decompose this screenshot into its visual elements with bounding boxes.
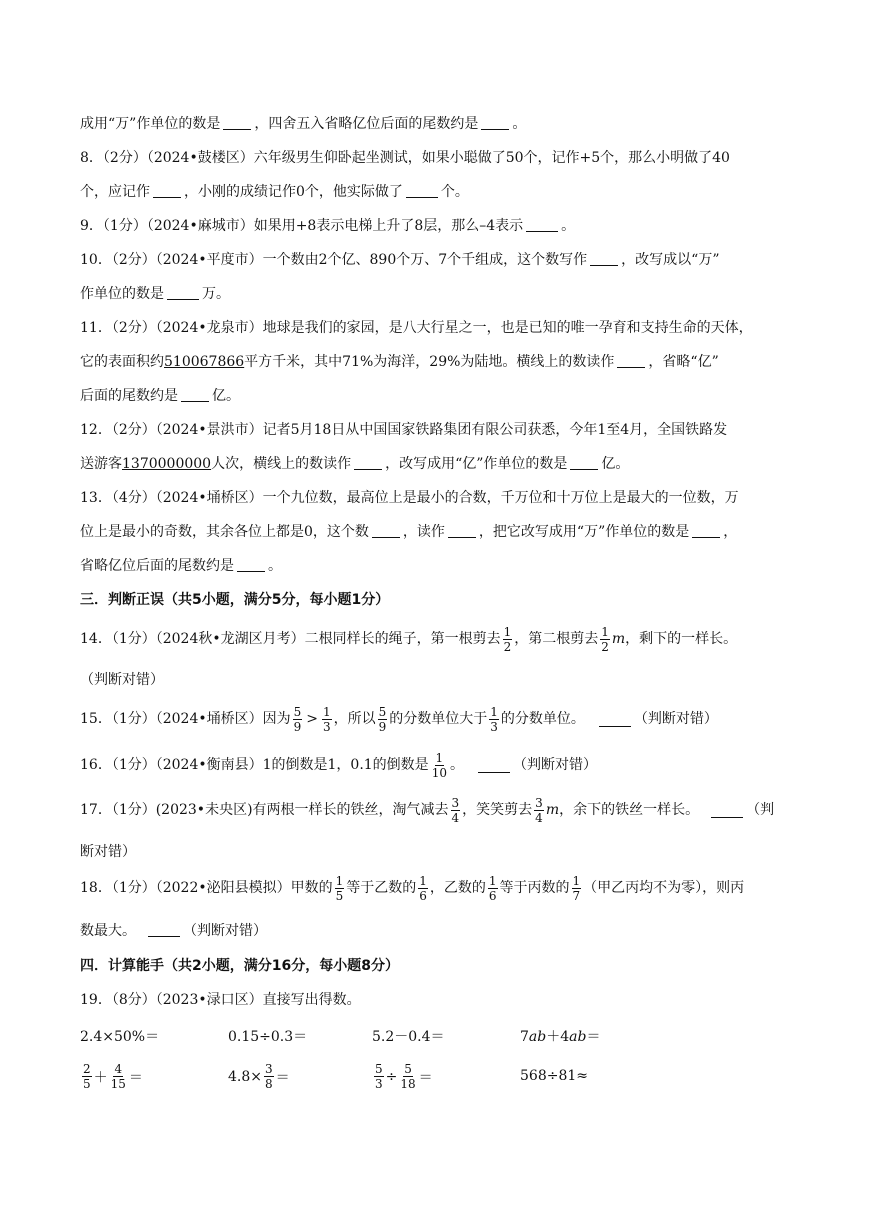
question-18-line1 <box>80 873 744 903</box>
calc-item <box>80 1062 143 1091</box>
denominator: 15 <box>110 1077 126 1091</box>
text: （判断对错） <box>80 672 164 688</box>
text: ， <box>723 524 738 540</box>
denominator: 3 <box>490 719 498 734</box>
text: 12．（2分）（2024•景洪市）记者5月18日从中国国家铁路集团有限公司获悉，今年1至4月，全国铁路发 <box>80 422 728 438</box>
text: 送游客 <box>80 456 122 472</box>
answer-blank[interactable] <box>223 115 251 130</box>
denominator: 7 <box>572 888 581 903</box>
numerator: 1 <box>503 624 512 639</box>
denominator: 6 <box>488 888 497 903</box>
operator: ＋ <box>93 1069 108 1086</box>
question-14-line1 <box>80 624 737 654</box>
denominator: 4 <box>451 810 460 825</box>
numerator: 5 <box>404 1062 412 1076</box>
answer-blank[interactable] <box>481 115 509 130</box>
text: 。 <box>561 218 576 234</box>
numerator: 4 <box>114 1062 123 1076</box>
question-10-line2 <box>80 284 230 304</box>
text: （判断对错） <box>183 923 267 939</box>
answer-blank[interactable] <box>354 455 382 470</box>
answer-blank[interactable] <box>448 523 476 538</box>
text: 14．（1分）（2024秋•龙湖区月考）二根同样长的绳子，第一根剪去 <box>80 631 501 647</box>
text: （甲乙丙均不为零），则丙 <box>583 880 745 896</box>
text: 。 <box>512 116 527 132</box>
numerator: 3 <box>265 1062 273 1076</box>
question-8-line2 <box>80 182 469 202</box>
equals: ＝ <box>275 1069 290 1086</box>
section-3-heading: 三．判断正误（共5小题，满分5分，每小题1分） <box>80 592 390 608</box>
text: 平方千米，其中71%为海洋，29%为陆地。横线上的数读作 <box>244 354 615 370</box>
text: ，第二根剪去 <box>514 631 599 647</box>
numerator: 1 <box>419 873 427 888</box>
calc-item <box>372 1026 445 1046</box>
question-15 <box>80 704 718 734</box>
fraction <box>399 1062 416 1091</box>
answer-blank[interactable] <box>181 387 209 402</box>
question-11-line1 <box>80 318 753 338</box>
fraction <box>600 625 610 654</box>
fraction <box>451 796 461 825</box>
text: 断对错） <box>80 844 136 860</box>
text: 人次，横线上的数读作 <box>211 456 352 472</box>
text: 数最大。 <box>80 923 136 939</box>
numerator: 3 <box>451 795 460 810</box>
text: 个。 <box>440 184 469 200</box>
question-12-line2 <box>80 454 629 474</box>
unit-m: m <box>545 802 560 818</box>
text: ，把它改写成用“万”作单位的数是 <box>478 524 690 540</box>
denominator: 6 <box>419 888 427 903</box>
denominator: 9 <box>293 719 302 734</box>
denominator: 3 <box>322 719 331 734</box>
calc-item <box>520 1026 600 1046</box>
expression: 568÷81≈ <box>520 1068 588 1084</box>
question-10-line1 <box>80 250 719 270</box>
question-9 <box>80 216 575 236</box>
denominator: 3 <box>375 1077 383 1091</box>
fraction <box>335 874 345 903</box>
fraction <box>431 751 448 780</box>
denominator: 2 <box>503 639 512 654</box>
text: ，四舍五入省略亿位后面的尾数约是 <box>254 116 479 132</box>
denominator: 18 <box>400 1077 416 1091</box>
denominator: 10 <box>431 765 447 780</box>
expression-part: 4.8× <box>228 1068 262 1085</box>
numerator: 1 <box>435 750 444 765</box>
fraction <box>378 705 388 734</box>
numerator: 5 <box>378 704 387 719</box>
numerator: 1 <box>490 704 498 719</box>
text: 的分数单位。 <box>500 711 585 727</box>
numerator: 2 <box>83 1062 91 1076</box>
calc-item <box>80 1026 159 1046</box>
denominator: 4 <box>535 810 543 825</box>
text: 15．（1分）（2024•埇桥区）因为 <box>80 711 291 727</box>
equals: ＝ <box>128 1069 143 1086</box>
expression: 2.4×50%＝ <box>80 1029 160 1045</box>
text: 成用“万”作单位的数是 <box>80 116 221 132</box>
text: ，读作 <box>402 524 445 540</box>
calc-item <box>228 1026 307 1046</box>
numerator: 5 <box>375 1062 383 1076</box>
fraction <box>488 874 498 903</box>
operator: ÷ <box>385 1068 398 1085</box>
greater-than-sign: > <box>306 711 318 727</box>
question-17-line2 <box>80 842 136 862</box>
text: 。 <box>268 558 282 574</box>
text: 亿。 <box>601 456 630 472</box>
unit-m: m <box>611 631 626 647</box>
text: 19．（8分）（2023•渌口区）直接写出得数。 <box>80 992 361 1008</box>
numerator: 5 <box>293 704 302 719</box>
text: 17．（1分）(2023•未央区)有两根一样长的铁丝，淘气减去 <box>80 802 449 818</box>
answer-blank[interactable] <box>372 523 400 538</box>
question-17-line1 <box>80 795 774 825</box>
text: 8．（2分）（2024•鼓楼区）六年级男生仰卧起坐测试，如果小聪做了50个，记作+5个，那么小明做了40 <box>80 150 730 166</box>
answer-blank[interactable] <box>692 523 720 538</box>
fraction <box>293 705 303 734</box>
answer-blank[interactable] <box>570 455 598 470</box>
expression-part: ＋4 <box>546 1029 570 1045</box>
denominator: 5 <box>83 1077 91 1091</box>
expression: 0.15÷0.3＝ <box>228 1029 308 1045</box>
text: 16．（1分）（2024•衡南县）1的倒数是1，0.1的倒数是 <box>80 757 429 773</box>
numerator: 1 <box>488 873 497 888</box>
text: 13．（4分）（2024•埇桥区）一个九位数，最高位上是最小的合数，千万位和十万位上是最大的一位数，万 <box>80 490 739 506</box>
text: 9．（1分）（2024•麻城市）如果用+8表示电梯上升了8层，那么–4表示 <box>80 218 524 234</box>
numerator: 3 <box>535 795 543 810</box>
text: （判 <box>746 802 775 818</box>
text: 等于丙数的 <box>499 880 570 896</box>
question-16 <box>80 750 597 780</box>
text: ，小刚的成绩记作0个，他实际做了 <box>184 184 403 200</box>
answer-blank[interactable] <box>237 557 265 572</box>
expression-part: 7 <box>520 1029 529 1045</box>
equals: ＝ <box>418 1069 433 1086</box>
question-13-line2 <box>80 522 737 542</box>
denominator: 2 <box>601 639 609 654</box>
question-19 <box>80 990 361 1010</box>
text: 作单位的数是 <box>80 286 164 302</box>
fraction <box>534 796 544 825</box>
answer-blank[interactable] <box>590 251 618 266</box>
expression-part: ab <box>528 1029 547 1045</box>
denominator: 9 <box>378 719 387 734</box>
expression: 5.2－0.4＝ <box>372 1029 445 1045</box>
fraction <box>322 705 332 734</box>
answer-blank[interactable] <box>167 285 199 300</box>
text: ，改写成以“万” <box>621 252 720 268</box>
answer-blank[interactable] <box>526 217 558 232</box>
text: 。 <box>449 757 464 773</box>
expression-part: ＝ <box>586 1029 601 1045</box>
question-13-line1 <box>80 488 739 508</box>
text: 后面的尾数约是 <box>80 388 178 404</box>
text: ，省略“亿” <box>648 354 719 370</box>
numerator: 1 <box>322 704 331 719</box>
denominator: 5 <box>335 888 344 903</box>
numerator: 1 <box>335 873 344 888</box>
expression-part: ab <box>569 1029 587 1045</box>
text: ，剩下的一样长。 <box>625 631 738 647</box>
text: （判断对错） <box>512 757 597 773</box>
text: ，改写成用“亿”作单位的数是 <box>385 456 568 472</box>
underlined-number: 1370000000 <box>122 456 212 472</box>
question-11-line2 <box>80 352 719 372</box>
fraction <box>418 874 428 903</box>
calc-item <box>372 1062 433 1091</box>
fraction <box>264 1062 274 1091</box>
answer-blank[interactable] <box>406 183 438 198</box>
calc-item <box>228 1062 290 1091</box>
text: ，所以 <box>333 711 376 727</box>
text: （判断对错） <box>633 711 718 727</box>
numerator: 1 <box>572 873 581 888</box>
fraction <box>489 705 499 734</box>
text: 个，应记作 <box>80 184 150 200</box>
text: 等于乙数的 <box>346 880 417 896</box>
answer-blank[interactable] <box>599 712 631 727</box>
answer-blank[interactable] <box>617 353 645 368</box>
question-11-line3 <box>80 386 240 406</box>
denominator: 8 <box>265 1077 273 1091</box>
text: 11．（2分）（2024•龙泉市）地球是我们的家园，是八大行星之一，也是已知的唯一孕育和支持生命的天体， <box>80 320 753 336</box>
calc-item <box>520 1068 588 1084</box>
answer-blank[interactable] <box>711 803 743 818</box>
question-12-line1 <box>80 420 727 440</box>
question-14-line2 <box>80 670 164 690</box>
answer-blank[interactable] <box>478 758 510 773</box>
fraction <box>572 874 582 903</box>
question-13-line3 <box>80 556 282 576</box>
answer-blank[interactable] <box>153 183 181 198</box>
text: ，笑笑剪去 <box>462 802 533 818</box>
question-8-line1 <box>80 148 730 168</box>
text: 的分数单位大于 <box>389 711 488 727</box>
text: 万。 <box>202 286 230 302</box>
fraction <box>110 1062 127 1091</box>
text: 它的表面积约 <box>80 354 164 370</box>
question-18-line2 <box>80 921 267 941</box>
fraction <box>82 1062 92 1091</box>
fraction <box>374 1062 384 1091</box>
text: 10．（2分）（2024•平度市）一个数由2个亿、890个万、7个千组成，这个数写作 <box>80 252 588 268</box>
text: 位上是最小的奇数，其余各位上都是0，这个数 <box>80 524 369 540</box>
text: ，余下的铁丝一样长。 <box>559 802 700 818</box>
text: ，乙数的 <box>429 880 486 896</box>
text: 亿。 <box>212 388 240 404</box>
underlined-number: 510067866 <box>164 354 245 370</box>
section-4-heading: 四．计算能手（共2小题，满分16分，每小题8分） <box>80 958 399 974</box>
fraction <box>503 625 513 654</box>
text: 18．（1分）（2022•泌阳县模拟）甲数的 <box>80 880 333 896</box>
answer-blank[interactable] <box>148 922 180 937</box>
q7-continuation <box>80 114 526 134</box>
text: 省略亿位后面的尾数约是 <box>80 558 234 574</box>
numerator: 1 <box>601 624 609 639</box>
